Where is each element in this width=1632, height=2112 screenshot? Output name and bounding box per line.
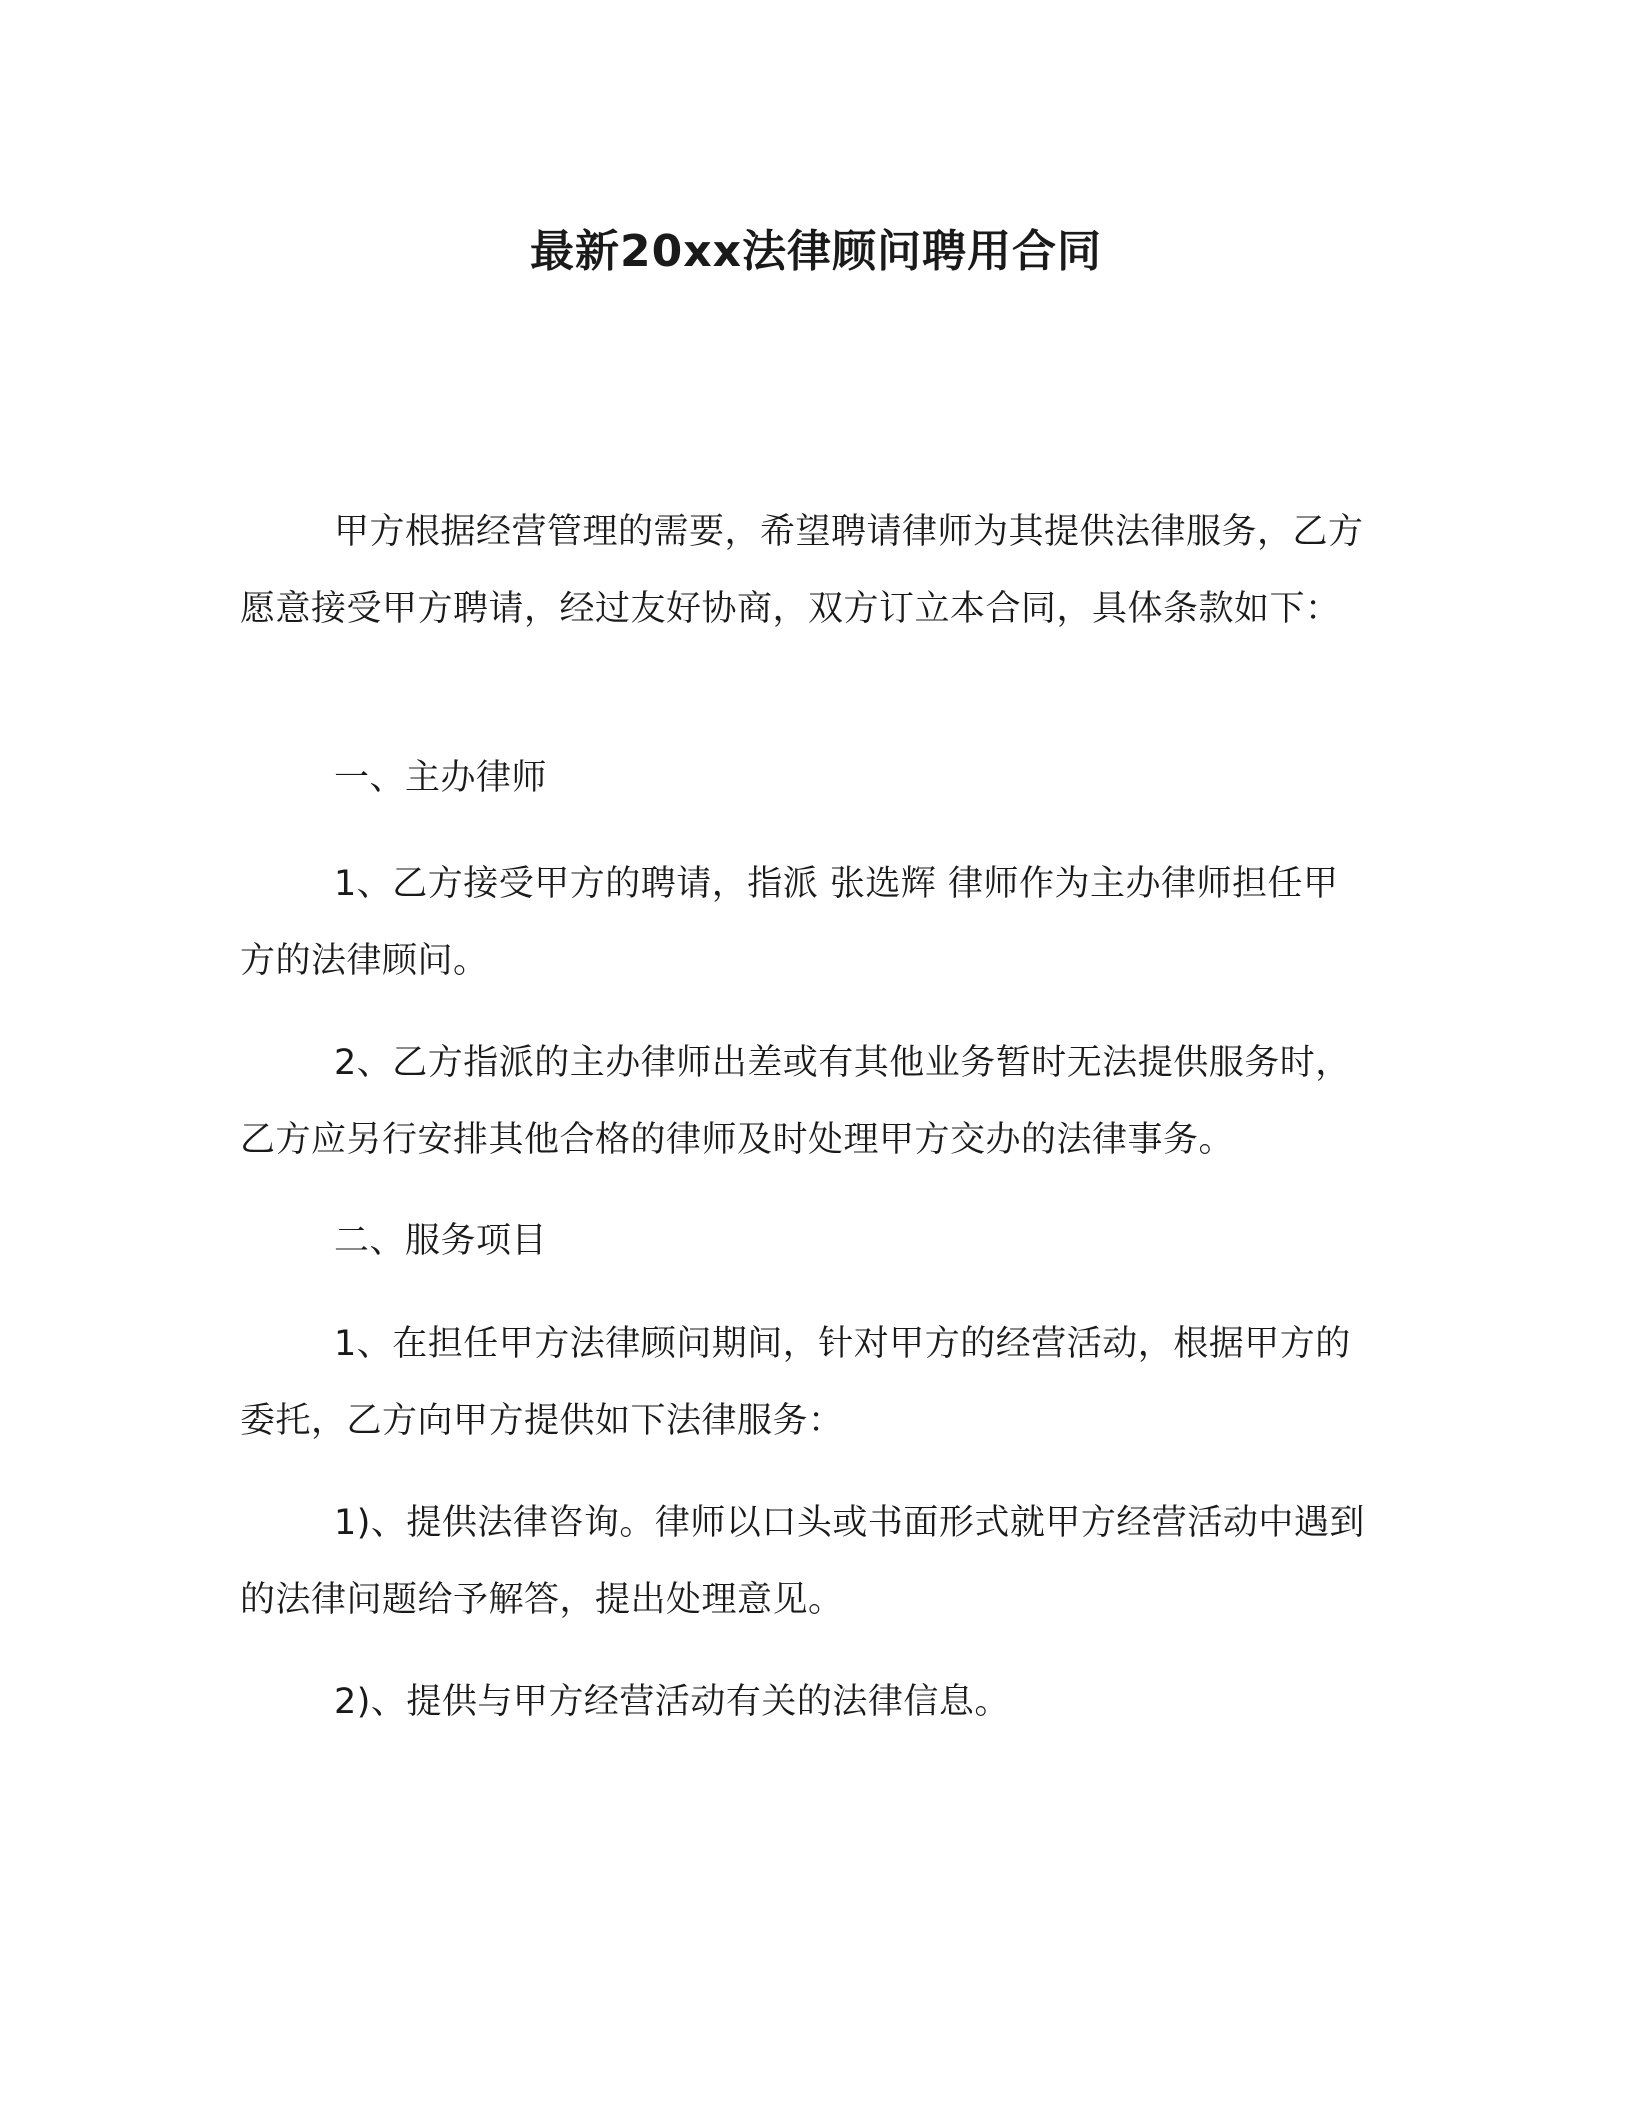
clause-services-sub-1: 1)、提供法律咨询。律师以口头或书面形式就甲方经营活动中遇到的法律问题给予解答，提出处理意见。: [240, 1503, 1365, 1620]
section-heading-lead-lawyer: 一、主办律师: [334, 758, 548, 798]
clause-lead-lawyer-1: 1、乙方接受甲方的聘请，指派 张选辉 律师作为主办律师担任甲方的法律顾问。: [240, 864, 1339, 981]
clause-services-1: 1、在担任甲方法律顾问期间，针对甲方的经营活动，根据甲方的委托，乙方向甲方提供如下法律服务：: [240, 1324, 1351, 1441]
document-title: 最新20xx法律顾问聘用合同: [530, 226, 1102, 277]
clause-lead-lawyer-2: 2、乙方指派的主办律师出差或有其他业务暂时无法提供服务时，乙方应另行安排其他合格的律师及时处理甲方交办的法律事务。: [240, 1043, 1351, 1160]
intro-paragraph: 甲方根据经营管理的需要，希望聘请律师为其提供法律服务，乙方愿意接受甲方聘请，经过友好协商，双方订立本合同，具体条款如下：: [240, 512, 1364, 629]
clause-services-sub-2: 2)、提供与甲方经营活动有关的法律信息。: [334, 1682, 1010, 1722]
section-heading-services: 二、服务项目: [334, 1221, 548, 1261]
